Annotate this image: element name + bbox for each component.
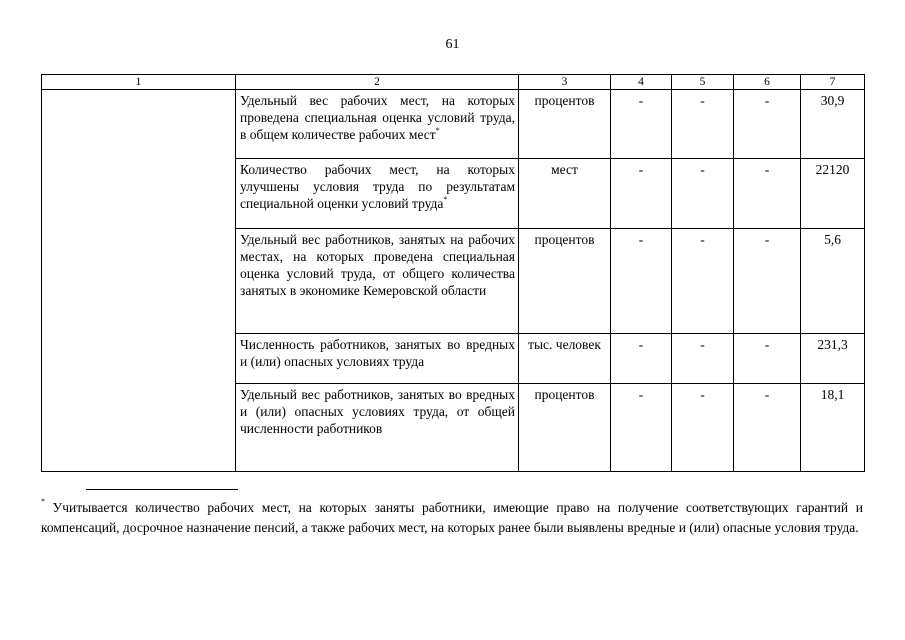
value-col-4: - xyxy=(611,159,672,229)
value-col-5: - xyxy=(672,334,734,384)
unit-cell: тыс. человек xyxy=(519,334,611,384)
footnote-mark: * xyxy=(41,496,45,506)
value-col-4: - xyxy=(611,90,672,159)
value-col-7: 22120 xyxy=(801,159,865,229)
indicator-name: Удельный вес рабочих мест, на которых проведена специальная оценка условий труда, в общем количестве рабочих мест* xyxy=(236,90,519,159)
header-col-1: 1 xyxy=(42,75,236,90)
indicator-name: Количество рабочих мест, на которых улучшены условия труда по результатам специальной оценки условий труда* xyxy=(236,159,519,229)
value-col-6: - xyxy=(734,384,801,472)
footnote-mark: * xyxy=(443,194,448,204)
header-col-7: 7 xyxy=(801,75,865,90)
footnote-divider xyxy=(86,489,238,490)
value-col-6: - xyxy=(734,90,801,159)
unit-cell: процентов xyxy=(519,229,611,334)
unit-cell: мест xyxy=(519,159,611,229)
value-col-6: - xyxy=(734,229,801,334)
footnote-text: Учитывается количество рабочих мест, на которых заняты работники, имеющие право на получение соответствующих гарантий и компенсаций, досрочное назначение пенсий, а также рабочих мест, на которых ранее были выявлены вредные и (или) опасные условия труда. xyxy=(41,500,863,535)
header-col-4: 4 xyxy=(611,75,672,90)
value-col-5: - xyxy=(672,90,734,159)
table-header-row xyxy=(42,75,865,90)
header-col-6: 6 xyxy=(734,75,801,90)
indicator-name: Численность работников, занятых во вредных и (или) опасных условиях труда xyxy=(236,334,519,384)
indicator-name: Удельный вес работников, занятых на рабочих местах, на которых проведена специальная оценка условий труда, от общего количества занятых в экономике Кемеровской области xyxy=(236,229,519,334)
value-col-7: 18,1 xyxy=(801,384,865,472)
header-col-3: 3 xyxy=(519,75,611,90)
value-col-7: 30,9 xyxy=(801,90,865,159)
table-row xyxy=(42,90,865,159)
value-col-4: - xyxy=(611,334,672,384)
header-col-2: 2 xyxy=(236,75,519,90)
value-col-4: - xyxy=(611,229,672,334)
value-col-5: - xyxy=(672,229,734,334)
value-col-7: 231,3 xyxy=(801,334,865,384)
value-col-5: - xyxy=(672,384,734,472)
unit-cell: процентов xyxy=(519,90,611,159)
value-col-4: - xyxy=(611,384,672,472)
goal-cell xyxy=(42,90,236,472)
value-col-7: 5,6 xyxy=(801,229,865,334)
indicators-table xyxy=(41,74,865,472)
page-number: 61 xyxy=(445,37,460,52)
value-col-6: - xyxy=(734,334,801,384)
indicator-name: Удельный вес работников, занятых во вредных и (или) опасных условиях труда, от общей численности работников xyxy=(236,384,519,472)
value-col-6: - xyxy=(734,159,801,229)
value-col-5: - xyxy=(672,159,734,229)
footnote-mark: * xyxy=(435,125,440,135)
unit-cell: процентов xyxy=(519,384,611,472)
footnote xyxy=(41,498,863,538)
header-col-5: 5 xyxy=(672,75,734,90)
